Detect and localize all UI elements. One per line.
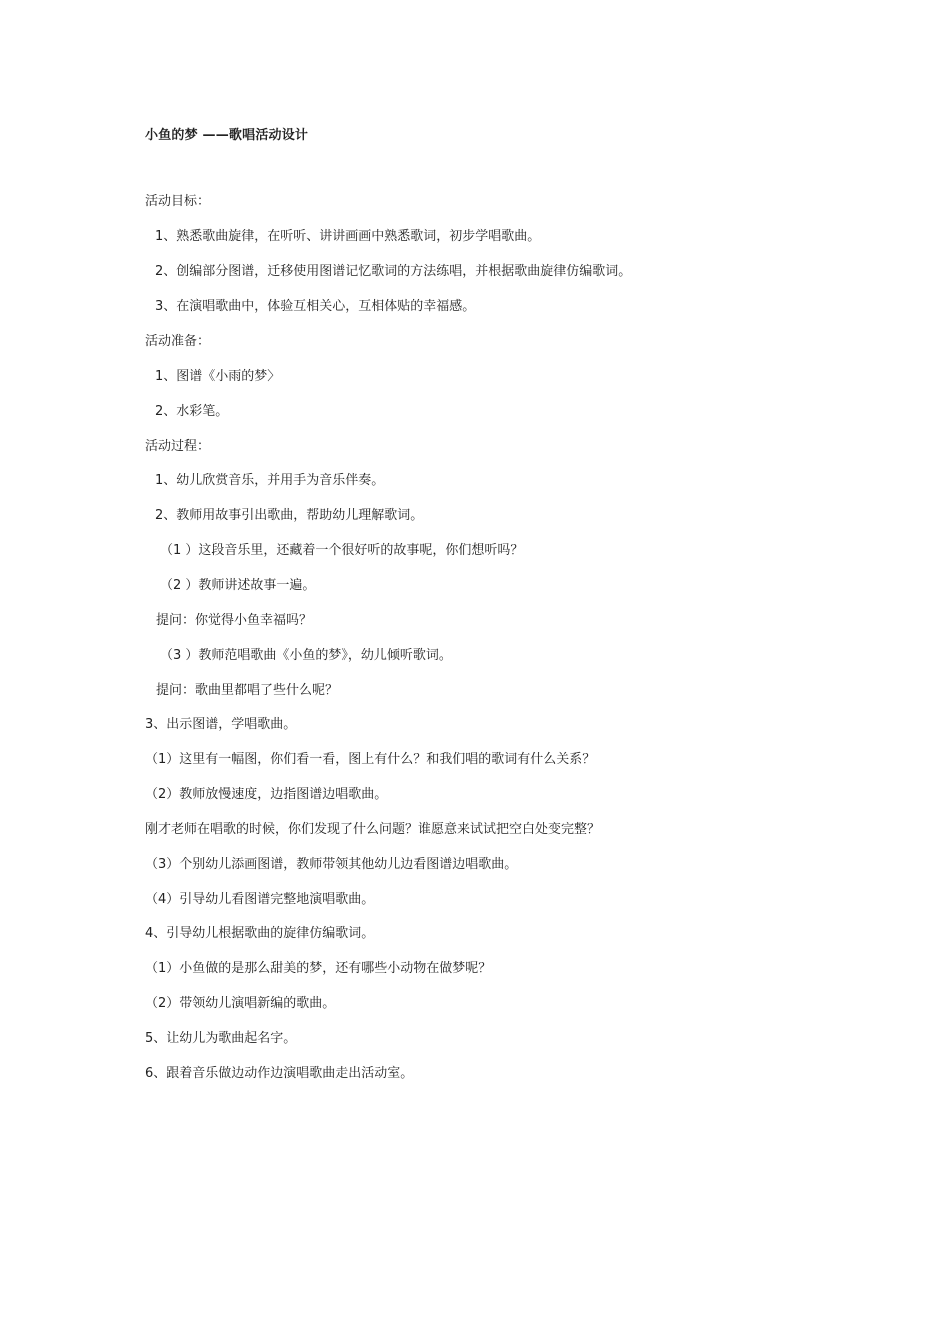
- process-step-5: 5、让幼儿为歌曲起名字。: [145, 1031, 297, 1046]
- process-substep-2-3: （3 ）教师范唱歌曲《小鱼的梦》，幼儿倾听歌词。: [160, 648, 452, 663]
- process-substep-3-3: （3）个别幼儿添画图谱，教师带领其他幼儿边看图谱边唱歌曲。: [145, 857, 518, 872]
- process-step-3: 3、出示图谱，学唱歌曲。: [145, 717, 297, 732]
- process-step-2: 2、教师用故事引出歌曲，帮助幼儿理解歌词。: [155, 508, 424, 523]
- preparation-item-1: 1、图谱《小雨的梦〉: [155, 369, 281, 384]
- process-substep-3-2: （2）教师放慢速度，边指图谱边唱歌曲。: [145, 787, 388, 802]
- process-substep-2-1: （1 ）这段音乐里，还藏着一个很好听的故事呢，你们想听吗？: [160, 543, 524, 558]
- goal-item-1: 1、熟悉歌曲旋律，在听听、讲讲画画中熟悉歌词，初步学唱歌曲。: [155, 229, 541, 244]
- process-step-6: 6、跟着音乐做边动作边演唱歌曲走出活动室。: [145, 1066, 414, 1081]
- question-line-1: 提问：你觉得小鱼幸福吗？: [156, 613, 313, 628]
- process-substep-3-4: （4）引导幼儿看图谱完整地演唱歌曲。: [145, 892, 375, 907]
- process-substep-2-2: （2 ）教师讲述故事一遍。: [160, 578, 316, 593]
- question-line-2: 提问：歌曲里都唱了些什么呢？: [156, 683, 339, 698]
- process-substep-4-1: （1）小鱼做的是那么甜美的梦，还有哪些小动物在做梦呢？: [145, 961, 492, 976]
- teacher-question-line: 刚才老师在唱歌的时候，你们发现了什么问题？谁愿意来试试把空白处变完整？: [145, 822, 601, 837]
- section-heading-preparation: 活动准备：: [145, 334, 211, 349]
- process-step-4: 4、引导幼儿根据歌曲的旋律仿编歌词。: [145, 926, 375, 941]
- goal-item-2: 2、创编部分图谱，迁移使用图谱记忆歌词的方法练唱，并根据歌曲旋律仿编歌词。: [155, 264, 632, 279]
- goal-item-3: 3、在演唱歌曲中，体验互相关心，互相体贴的幸福感。: [155, 299, 476, 314]
- preparation-item-2: 2、水彩笔。: [155, 404, 229, 419]
- process-substep-4-2: （2）带领幼儿演唱新编的歌曲。: [145, 996, 336, 1011]
- process-step-1: 1、幼儿欣赏音乐，并用手为音乐伴奏。: [155, 473, 385, 488]
- section-heading-goals: 活动目标：: [145, 194, 211, 209]
- process-substep-3-1: （1）这里有一幅图，你们看一看，图上有什么？和我们唱的歌词有什么关系？: [145, 752, 596, 767]
- section-heading-process: 活动过程：: [145, 439, 211, 454]
- document-title: 小鱼的梦 ——歌唱活动设计: [145, 128, 309, 143]
